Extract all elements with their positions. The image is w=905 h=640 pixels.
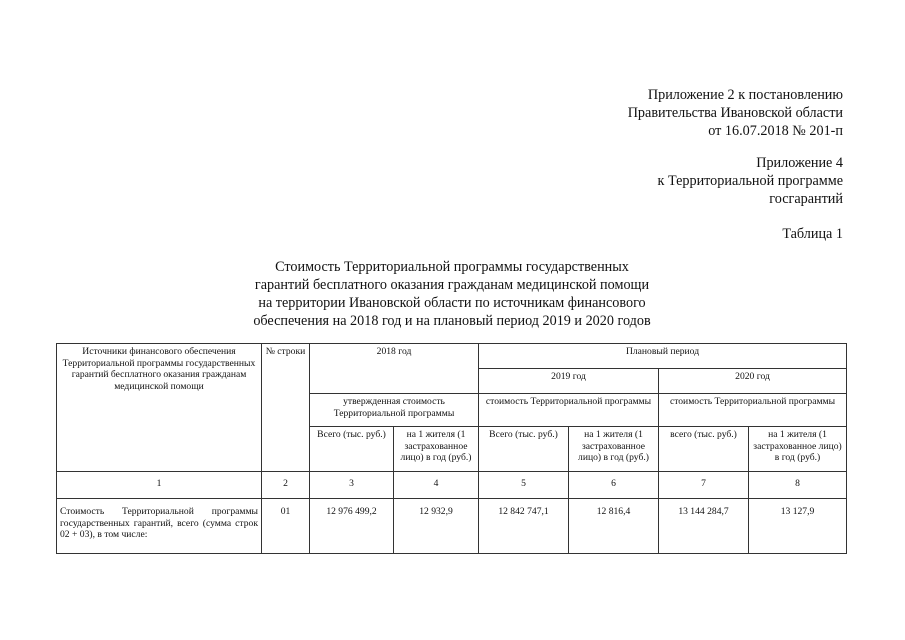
title-line: обеспечения на 2018 год и на плановый период 2019 и 2020 годов — [253, 313, 651, 329]
attachment-2-line: от 16.07.2018 № 201-п — [708, 123, 843, 139]
per-resident-2018-header: на 1 жителя (1 застрахованное лицо) в год (руб.) — [394, 427, 479, 472]
attachment-4-line: госгарантий — [769, 191, 843, 207]
total-2020-value: 13 144 284,7 — [659, 499, 749, 554]
title-line: Стоимость Территориальной программы государственных — [275, 259, 629, 275]
total-2019-value: 12 842 747,1 — [479, 499, 569, 554]
per-resident-2019-header: на 1 жителя (1 застрахованное лицо) в год (руб.) — [569, 427, 659, 472]
total-2020-header: всего (тыс. руб.) — [659, 427, 749, 472]
cost-table — [56, 343, 847, 554]
column-number: 4 — [394, 472, 479, 499]
column-number: 2 — [262, 472, 310, 499]
attachment-4-note — [658, 154, 843, 208]
per-resident-2020-header: на 1 жителя (1 застрахованное лицо) в год (руб.) — [749, 427, 847, 472]
table-row — [57, 499, 847, 554]
row-number: 01 — [262, 499, 310, 554]
column-number: 8 — [749, 472, 847, 499]
sources-header: Источники финансового обеспечения Территориальной программы государственных гарантий бесплатного оказания гражданам медицинской помощи — [57, 344, 262, 472]
column-number: 1 — [57, 472, 262, 499]
attachment-4-line: к Территориальной программе — [657, 173, 843, 189]
column-number: 3 — [310, 472, 394, 499]
per-resident-2018-value: 12 932,9 — [394, 499, 479, 554]
column-number: 6 — [569, 472, 659, 499]
title-line: на территории Ивановской области по источникам финансового — [258, 295, 646, 311]
column-number: 7 — [659, 472, 749, 499]
planned-period-header: Плановый период — [479, 344, 847, 369]
total-2019-header: Всего (тыс. руб.) — [479, 427, 569, 472]
table-label: Таблица 1 — [782, 226, 843, 242]
year-2018-header: 2018 год — [310, 344, 479, 394]
cost-2019-header: стоимость Территориальной программы — [479, 394, 659, 427]
attachment-2-note — [628, 86, 843, 140]
attachment-2-line: Приложение 2 к постановлению — [647, 87, 843, 103]
row-name: Стоимость Территориальной программы государственных гарантий, всего (сумма строк 02 + 03), в том числе: — [57, 499, 262, 554]
header-row — [57, 344, 847, 369]
year-2019-header: 2019 год — [479, 369, 659, 394]
attachment-2-line: Правительства Ивановской области — [627, 105, 843, 121]
per-resident-2019-value: 12 816,4 — [569, 499, 659, 554]
total-2018-value: 12 976 499,2 — [310, 499, 394, 554]
total-2018-header: Всего (тыс. руб.) — [310, 427, 394, 472]
title-line: гарантий бесплатного оказания гражданам медицинской помощи — [254, 277, 650, 293]
attachment-4-line: Приложение 4 — [756, 155, 843, 171]
document-title — [150, 258, 754, 330]
year-2020-header: 2020 год — [659, 369, 847, 394]
cost-2020-header: стоимость Территориальной программы — [659, 394, 847, 427]
column-number: 5 — [479, 472, 569, 499]
per-resident-2020-value: 13 127,9 — [749, 499, 847, 554]
column-numbers-row — [57, 472, 847, 499]
row-number-header: № строки — [262, 344, 310, 472]
approved-cost-header: утвержденная стоимость Территориальной программы — [310, 394, 479, 427]
